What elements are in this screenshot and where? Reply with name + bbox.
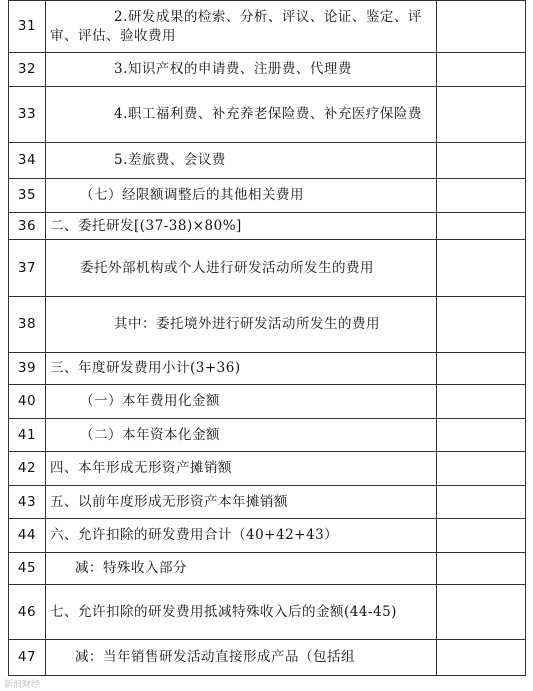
amount-cell[interactable] [437, 240, 526, 297]
row-item [46, 419, 437, 452]
row-item [46, 1, 437, 53]
watermark-logo: 新浪财经 [4, 680, 41, 690]
table-row [9, 519, 526, 553]
row-number: 42 [9, 452, 46, 486]
row-number: 40 [9, 385, 46, 419]
row-item-text: 3.知识产权的申请费、注册费、代理费 [114, 61, 352, 77]
row-item-text: （一）本年费用化金额 [80, 393, 220, 409]
table-row [9, 87, 526, 143]
table-row [9, 297, 526, 353]
row-item [46, 143, 437, 179]
row-item [46, 240, 437, 297]
row-item-text: 四、本年形成无形资产摊销额 [50, 460, 232, 476]
row-item-text: 二、委托研发[(37-38)×80%] [50, 217, 242, 234]
row-number: 34 [9, 143, 46, 179]
row-item-text: 其中：委托境外进行研发活动所发生的费用 [114, 316, 380, 332]
table-row [9, 486, 526, 519]
amount-cell[interactable] [437, 143, 526, 179]
row-number: 36 [9, 213, 46, 240]
amount-cell[interactable] [437, 419, 526, 452]
row-item-text: （二）本年资本化金额 [80, 426, 220, 443]
amount-cell[interactable] [437, 87, 526, 143]
amount-cell[interactable] [437, 1, 526, 53]
table-row [9, 213, 526, 240]
amount-cell[interactable] [437, 53, 526, 87]
table-row [9, 353, 526, 385]
row-item-text: 2.研发成果的检索、分析、评议、论证、鉴定、评审、评估、验收费用 [50, 8, 422, 44]
table-row [9, 53, 526, 87]
table-row [9, 385, 526, 419]
row-item [46, 640, 437, 676]
table-row [9, 240, 526, 297]
table-row [9, 1, 526, 53]
amount-cell[interactable] [437, 353, 526, 385]
row-item [46, 585, 437, 640]
row-number: 33 [9, 87, 46, 143]
row-number: 32 [9, 53, 46, 87]
amount-cell[interactable] [437, 297, 526, 353]
row-item [46, 452, 437, 486]
row-item-text: 减：特殊收入部分 [75, 560, 187, 576]
row-number: 44 [9, 519, 46, 553]
table-row [9, 585, 526, 640]
amount-cell[interactable] [437, 213, 526, 240]
row-item-text: 5.差旅费、会议费 [114, 152, 226, 168]
row-item-text: 三、年度研发费用小计(3+36) [50, 360, 241, 376]
row-number: 38 [9, 297, 46, 353]
row-item [46, 297, 437, 353]
row-number: 45 [9, 553, 46, 585]
row-item [46, 53, 437, 87]
row-item-text: 委托外部机构或个人进行研发活动所发生的费用 [80, 259, 374, 276]
row-item [46, 519, 437, 553]
row-item [46, 385, 437, 419]
row-number: 37 [9, 240, 46, 297]
amount-cell[interactable] [437, 585, 526, 640]
amount-cell[interactable] [437, 452, 526, 486]
row-number: 41 [9, 419, 46, 452]
row-item [46, 213, 437, 240]
row-number: 35 [9, 179, 46, 213]
row-item-text: （七）经限额调整后的其他相关费用 [80, 187, 304, 203]
row-number: 39 [9, 353, 46, 385]
table-row [9, 452, 526, 486]
amount-cell[interactable] [437, 519, 526, 553]
row-item-text: 4.职工福利费、补充养老保险费、补充医疗保险费 [114, 106, 422, 122]
table-row [9, 419, 526, 452]
row-item [46, 353, 437, 385]
row-item-text: 五、以前年度形成无形资产本年摊销额 [50, 493, 288, 510]
row-item [46, 179, 437, 213]
table-row [9, 143, 526, 179]
row-number: 31 [9, 1, 46, 53]
table-row [9, 553, 526, 585]
amount-cell[interactable] [437, 179, 526, 213]
amount-cell[interactable] [437, 640, 526, 676]
row-item-text: 六、允许扣除的研发费用合计（40+42+43） [50, 527, 339, 543]
table-row [9, 179, 526, 213]
row-item [46, 553, 437, 585]
row-number: 43 [9, 486, 46, 519]
table-row [9, 640, 526, 676]
row-item-text: 七、允许扣除的研发费用抵减特殊收入后的金额(44-45) [50, 603, 397, 620]
amount-cell[interactable] [437, 486, 526, 519]
row-number: 46 [9, 585, 46, 640]
rd-expense-table [8, 0, 526, 676]
row-number: 47 [9, 640, 46, 676]
row-item-text: 减：当年销售研发活动直接形成产品（包括组 [75, 649, 355, 665]
amount-cell[interactable] [437, 553, 526, 585]
row-item [46, 87, 437, 143]
amount-cell[interactable] [437, 385, 526, 419]
row-item [46, 486, 437, 519]
